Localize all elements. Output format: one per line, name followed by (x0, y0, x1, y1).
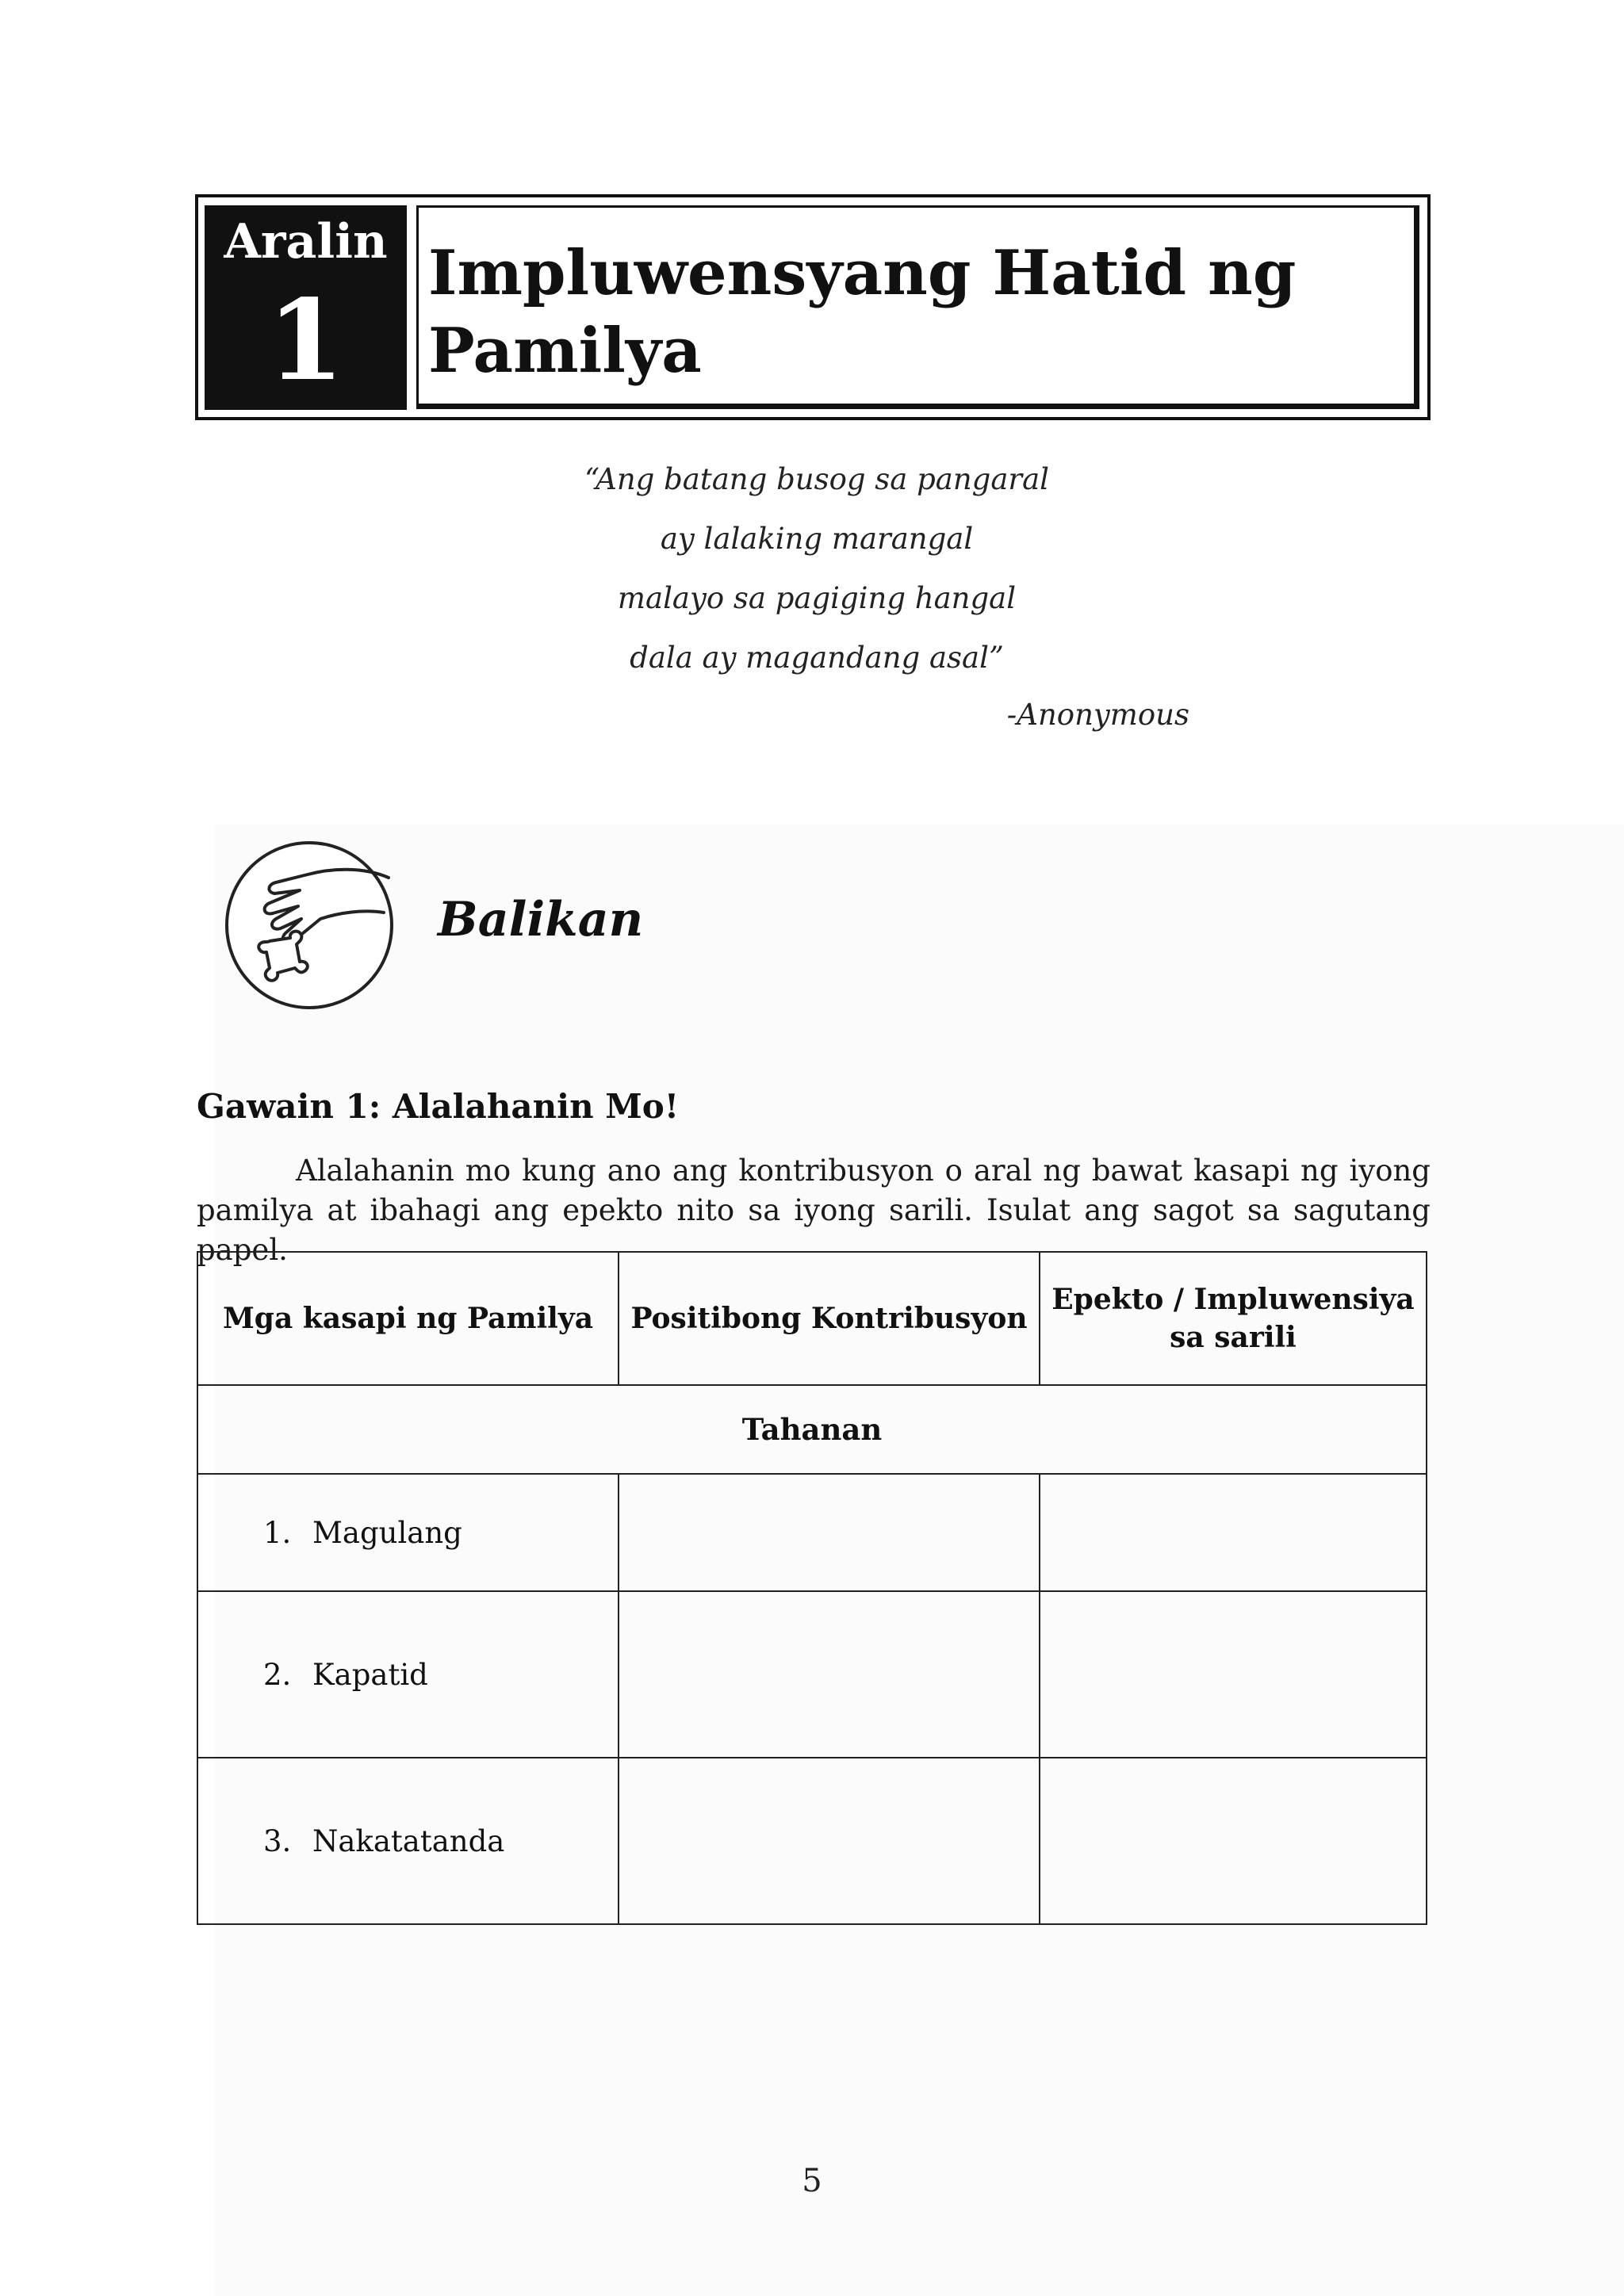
lesson-badge (205, 205, 407, 410)
table-header-cell: Epekto / Impluwensiya sa sarili (1040, 1252, 1427, 1385)
member-cell (197, 1591, 619, 1758)
table-group-row (197, 1385, 1427, 1474)
quote-line: malayo sa pagiging hangal (617, 581, 1017, 615)
quote-author: -Anonymous (1006, 698, 1189, 732)
lesson-header (195, 194, 1431, 420)
member-number: 2. (263, 1657, 292, 1692)
member-cell (197, 1474, 619, 1591)
lesson-number: 1 (266, 276, 345, 406)
lesson-title-line-1: Impluwensyang Hatid ng (428, 237, 1297, 309)
contribution-cell[interactable] (619, 1474, 1040, 1591)
lesson-title (428, 235, 1380, 390)
page-number: 5 (802, 2163, 822, 2199)
effect-cell[interactable] (1040, 1591, 1427, 1758)
quote-line: dala ay magandang asal” (630, 641, 1004, 675)
effect-cell[interactable] (1040, 1758, 1427, 1924)
quote-line: ay lalaking marangal (660, 522, 974, 556)
lesson-title-frame (416, 205, 1419, 409)
opening-quote (508, 456, 1126, 694)
table-header-cell: Mga kasapi ng Pamilya (197, 1252, 619, 1385)
member-name: Magulang (312, 1515, 462, 1550)
effect-cell[interactable] (1040, 1474, 1427, 1591)
member-name: Kapatid (312, 1657, 428, 1692)
activity-title: Gawain 1: Alalahanin Mo! (197, 1087, 680, 1126)
member-name: Nakatatanda (312, 1823, 505, 1858)
contribution-cell[interactable] (619, 1591, 1040, 1758)
family-table (197, 1251, 1427, 1925)
table-header-cell: Positibong Kontribusyon (619, 1252, 1040, 1385)
quote-line: “Ang batang busog sa pangaral (584, 462, 1050, 496)
member-number: 1. (263, 1515, 292, 1550)
contribution-cell[interactable] (619, 1758, 1040, 1924)
section-title: Balikan (438, 892, 644, 947)
member-number: 3. (263, 1823, 292, 1858)
lesson-title-line-2: Pamilya (428, 315, 702, 387)
hand-puzzle-icon (220, 836, 399, 1015)
table-row (197, 1758, 1427, 1924)
table-header-row (197, 1252, 1427, 1385)
table-row (197, 1591, 1427, 1758)
lesson-label: Aralin (224, 214, 388, 270)
activity-instructions: Alalahanin mo kung ano ang kontribusyon o aral ng bawat kasapi ng iyong pamilya at ibahagi ang epekto nito sa iyong sarili. Isulat ang sagot sa sagutang papel. (197, 1154, 1431, 1267)
table-group-label: Tahanan (197, 1385, 1427, 1474)
member-cell (197, 1758, 619, 1924)
table-row (197, 1474, 1427, 1591)
